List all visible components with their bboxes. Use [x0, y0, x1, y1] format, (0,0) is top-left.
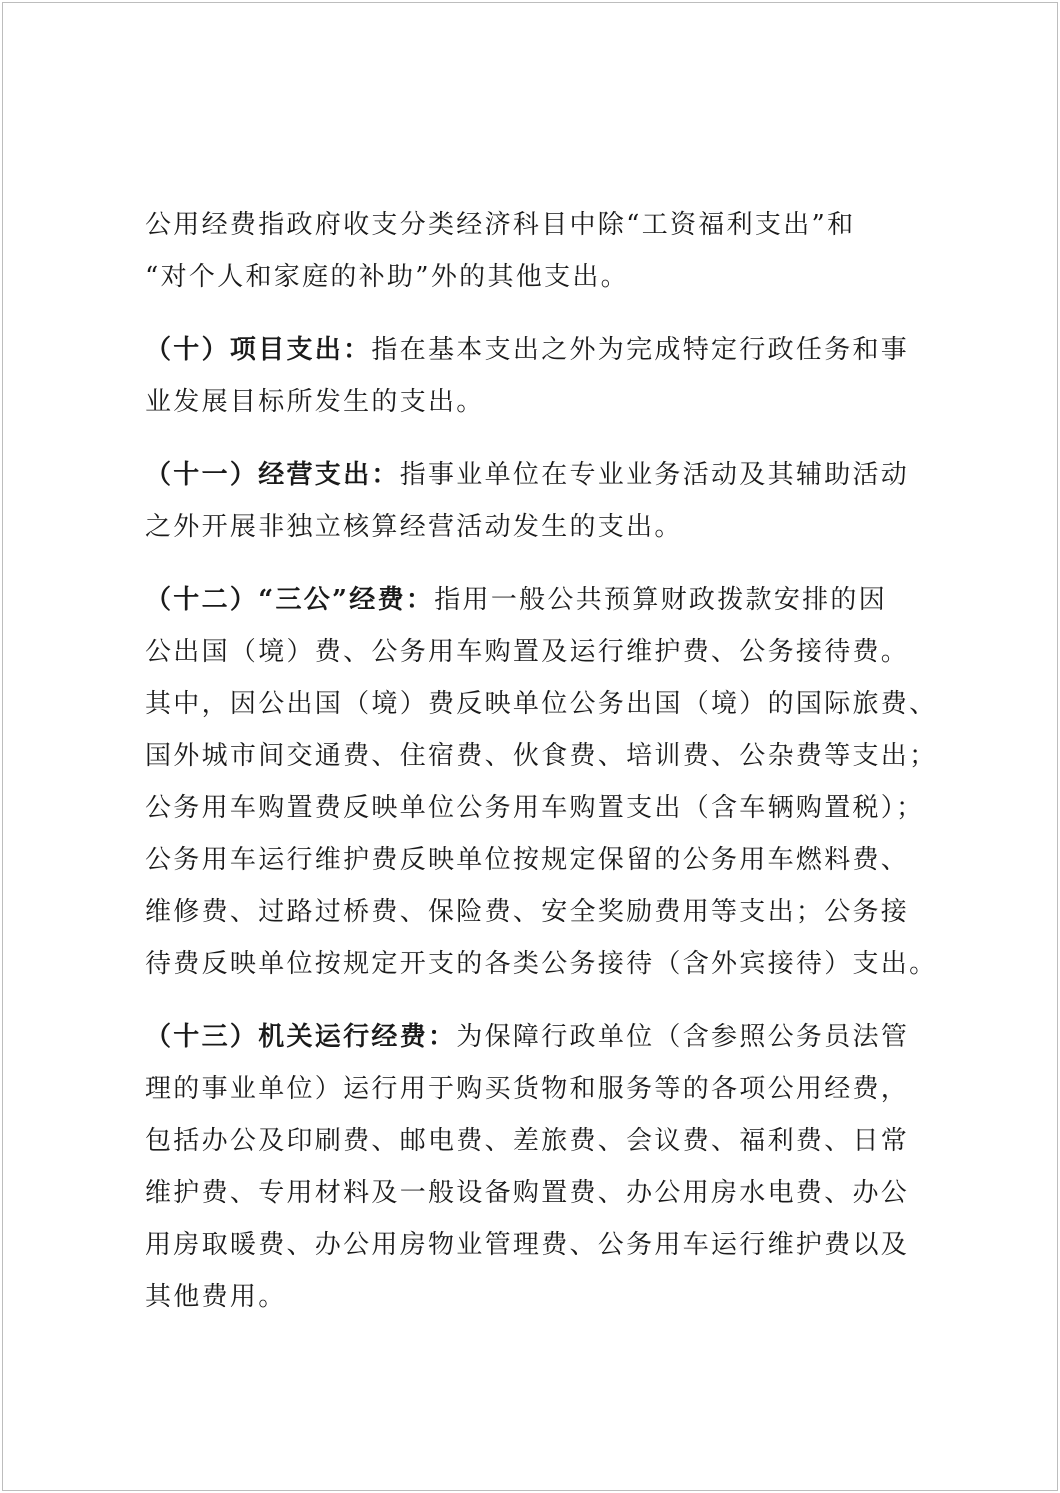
text-line: 用房取暖费、办公用房物业管理费、公务用车运行维护费以及	[145, 1230, 910, 1260]
document-body	[145, 199, 955, 1323]
text-line: 维修费、过路过桥费、保险费、安全奖励费用等支出；公务接	[145, 897, 910, 927]
paragraph-public-funds	[145, 199, 955, 303]
text-line	[145, 449, 955, 501]
text-line	[145, 324, 955, 376]
text-line: 之外开展非独立核算经营活动发生的支出。	[145, 512, 683, 542]
text-line: 公务用车运行维护费反映单位按规定保留的公务用车燃料费、	[145, 845, 910, 875]
text-line: 维护费、专用材料及一般设备购置费、办公用房水电费、办公	[145, 1178, 910, 1208]
term-definition: 为保障行政单位（含参照公务员法管	[456, 1022, 910, 1052]
text-line: 公务用车购置费反映单位公务用车购置支出（含车辆购置税）；	[145, 793, 925, 823]
term-definition: 指在基本支出之外为完成特定行政任务和事	[371, 335, 910, 365]
term-definition: 指事业单位在专业业务活动及其辅助活动	[399, 460, 910, 490]
text-line: 国外城市间交通费、住宿费、伙食费、培训费、公杂费等支出；	[145, 741, 938, 771]
text-line: 其他费用。	[145, 1282, 287, 1312]
text-line: 其中，因公出国（境）费反映单位公务出国（境）的国际旅费、	[145, 689, 938, 719]
text-line: 包括办公及印刷费、邮电费、差旅费、会议费、福利费、日常	[145, 1126, 910, 1156]
term-heading: （十二）“三公”经费：	[145, 585, 435, 615]
document-page	[2, 2, 1058, 1491]
paragraph-operating-expenditure	[145, 449, 955, 553]
text-line: 公用经费指政府收支分类经济科目中除“工资福利支出”和	[145, 210, 856, 240]
term-heading: （十）项目支出：	[145, 335, 372, 365]
text-line: 业发展目标所发生的支出。	[145, 387, 485, 417]
term-definition: 指用一般公共预算财政拨款安排的因	[434, 585, 888, 615]
text-line	[145, 1011, 955, 1063]
text-line: 理的事业单位）运行用于购买货物和服务等的各项公用经费，	[145, 1074, 910, 1104]
text-line: 公出国（境）费、公务用车购置及运行维护费、公务接待费。	[145, 637, 910, 667]
text-line	[145, 574, 955, 626]
text-line: “对个人和家庭的补助”外的其他支出。	[145, 262, 629, 292]
text-line: 待费反映单位按规定开支的各类公务接待（含外宾接待）支出。	[145, 949, 938, 979]
term-heading: （十三）机关运行经费：	[145, 1022, 457, 1052]
paragraph-three-public-funds	[145, 574, 955, 990]
term-heading: （十一）经营支出：	[145, 460, 400, 490]
paragraph-agency-operating-funds	[145, 1011, 955, 1323]
paragraph-project-expenditure	[145, 324, 955, 428]
